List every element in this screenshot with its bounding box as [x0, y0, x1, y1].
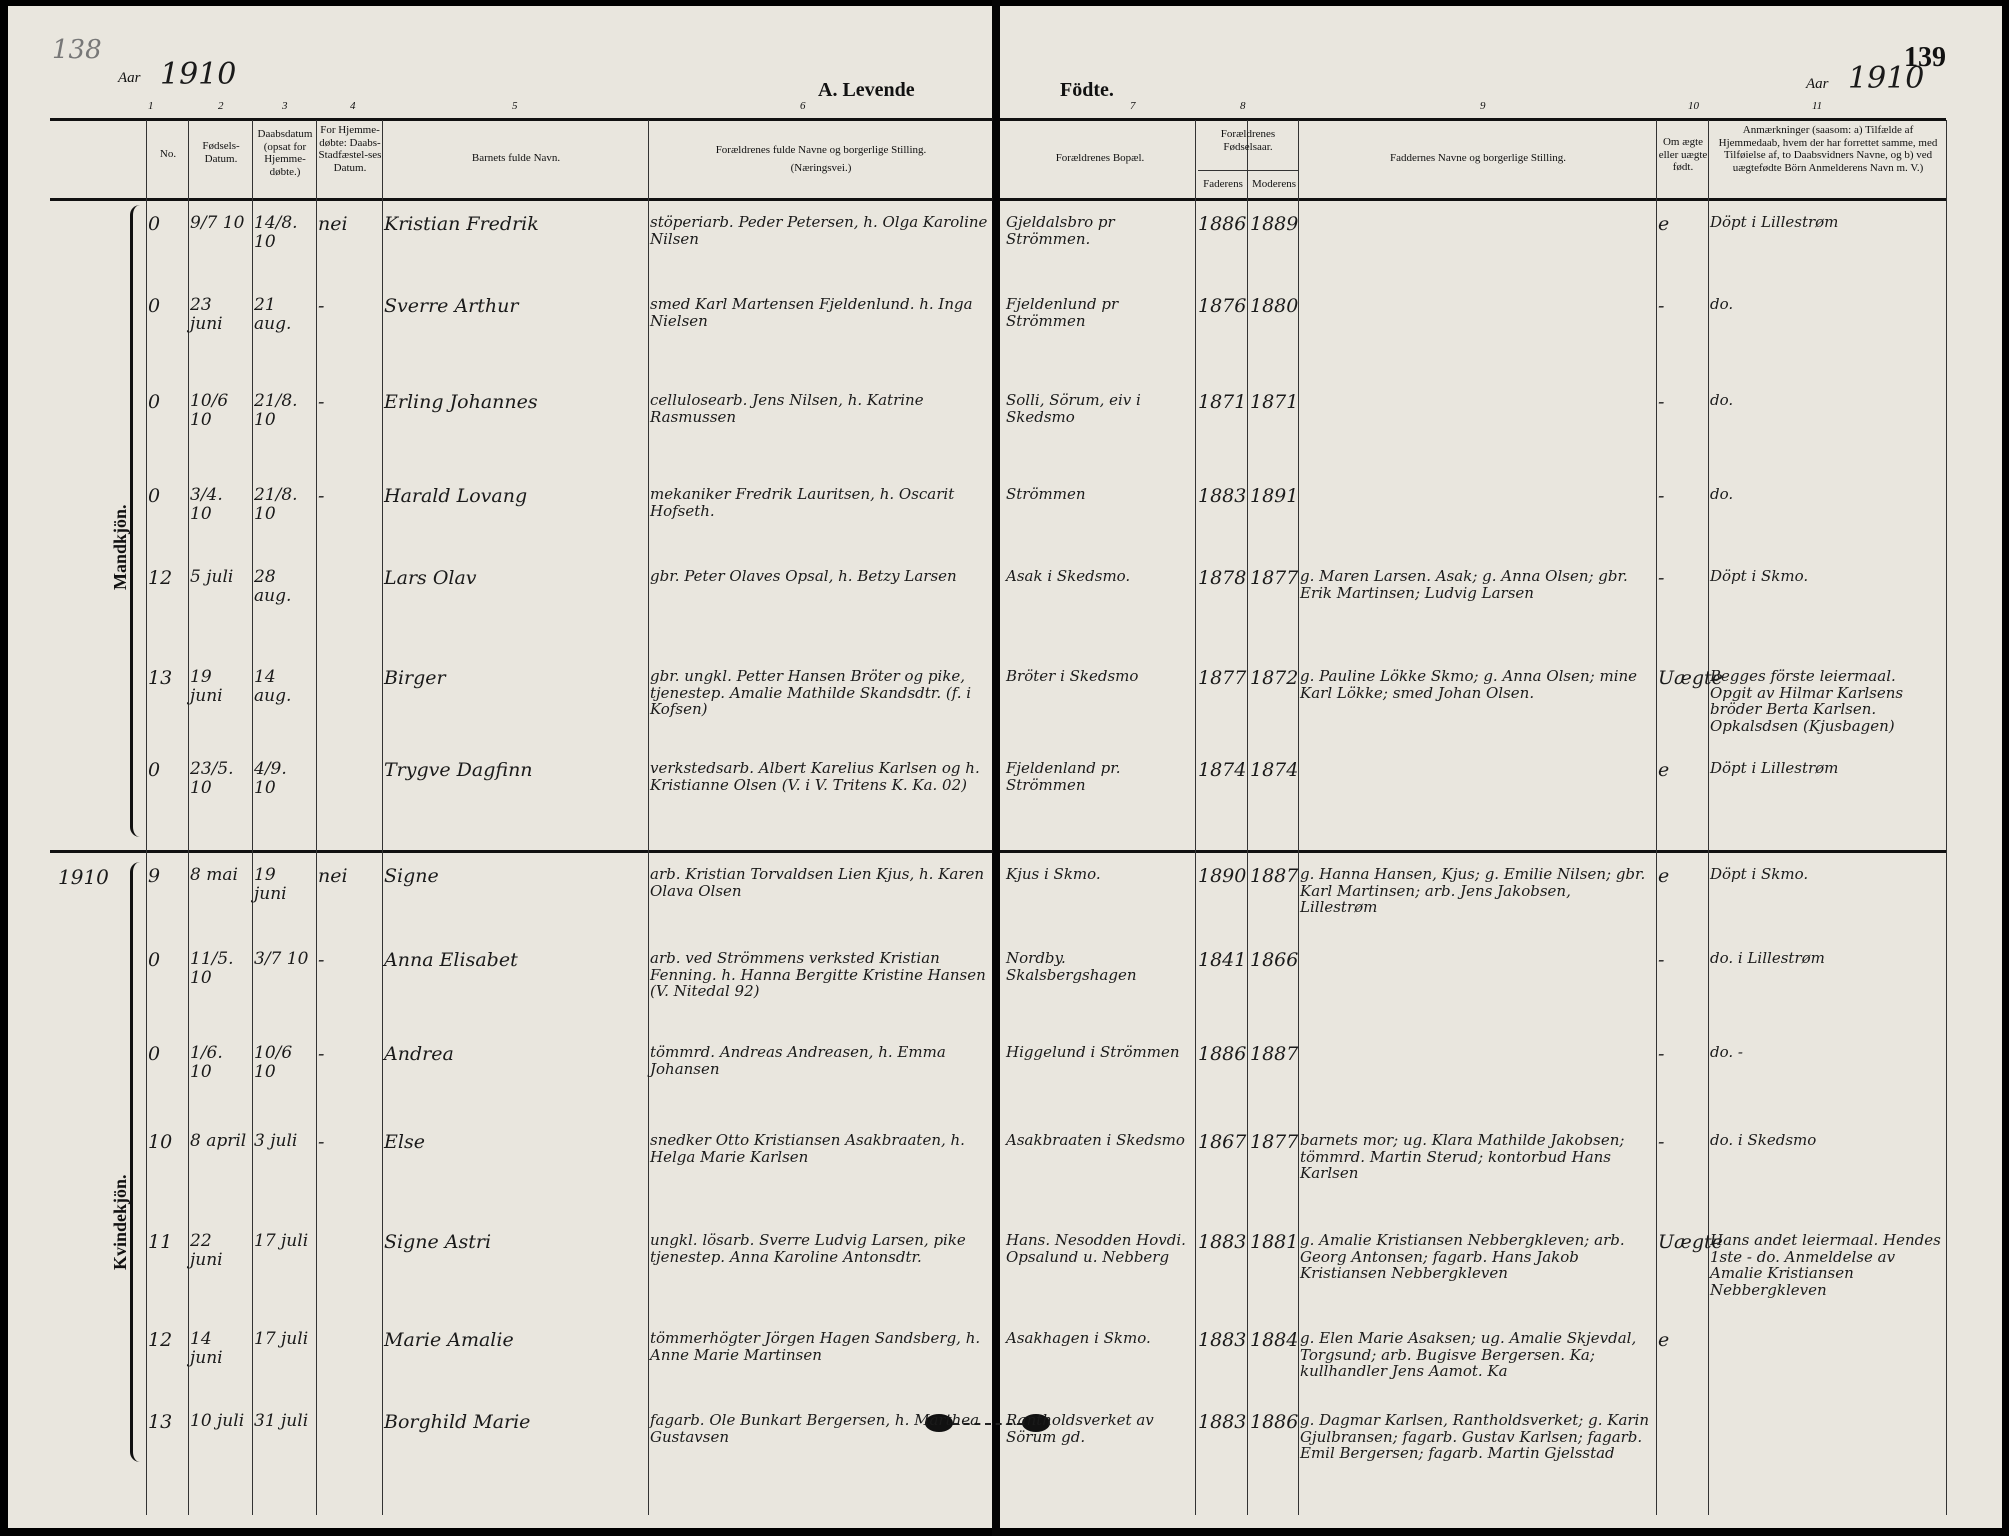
- cell-fy: 1874: [1198, 759, 1247, 781]
- table-column-line: [316, 120, 317, 1515]
- cell-res: Asakhagen i Skmo.: [1006, 1329, 1151, 1347]
- column-header-legitimacy: Om ægte eller uægte født.: [1658, 136, 1708, 174]
- column-header-mother-year: Moderens: [1252, 178, 1296, 190]
- column-header-birth-date: Fødsels-Datum.: [202, 140, 240, 165]
- cell-rem: do.: [1710, 391, 1734, 409]
- book-spine: [992, 0, 1000, 1536]
- cell-home: -: [318, 295, 325, 317]
- column-header-remarks: Anmærkninger (saasom: a) Tilfælde af Hjemmedaab, hvem der har forrettet samme, med Tilføielse af, to Daabsvidners Navne, og b) ved uægtefødte Börn Anmelderens Navn m. V.): [1718, 124, 1938, 174]
- page-number-left-faint: 138: [52, 35, 102, 65]
- column-header-residence: Forældrenes Bopæl.: [1055, 152, 1145, 164]
- cell-bap: 28 aug.: [254, 567, 292, 606]
- male-group-brace: [130, 205, 145, 837]
- cell-res: Asakbraaten i Skedsmo: [1006, 1131, 1185, 1149]
- cell-bap: 21/8. 10: [254, 391, 298, 430]
- cell-res: Asak i Skedsmo.: [1006, 567, 1131, 585]
- cell-res: Strömmen: [1006, 485, 1086, 503]
- cell-no: 13: [148, 667, 173, 689]
- table-column-line: [382, 120, 383, 1515]
- cell-my: 1874: [1250, 759, 1299, 781]
- cell-parents: gbr. Peter Olaves Opsal, h. Betzy Larsen: [650, 567, 957, 585]
- cell-bap: 21/8. 10: [254, 485, 298, 524]
- cell-parents: verkstedsarb. Albert Karelius Karlsen og h. Kristianne Olsen (V. i V. Tritens K. Ka. 02): [650, 759, 980, 794]
- cell-rem: Begges förste leiermaal. Opgit av Hilmar Karlsens bröder Berta Karlsen. Opkalsdsen (Kjusbagen): [1710, 667, 1904, 735]
- cell-leg: Uægte: [1658, 667, 1723, 689]
- cell-parents: arb. ved Strömmens verksted Kristian Fenning. h. Hanna Bergitte Kristine Hansen (V. Nitedal 92): [650, 949, 986, 1000]
- column-number: 5: [512, 100, 518, 112]
- cell-leg: -: [1658, 949, 1665, 971]
- cell-name: Trygve Dagfinn: [384, 759, 533, 781]
- cell-home: -: [318, 1131, 325, 1153]
- cell-rem: do. i Lillestrøm: [1710, 949, 1825, 967]
- cell-leg: e: [1658, 213, 1670, 235]
- cell-sponsors: g. Hanna Hansen, Kjus; g. Emilie Nilsen; gbr. Karl Martinsen; arb. Jens Jakobsen, Lillestrøm: [1300, 865, 1646, 916]
- cell-bap: 21 aug.: [254, 295, 292, 334]
- column-number: 9: [1480, 100, 1486, 112]
- cell-name: Andrea: [384, 1043, 454, 1065]
- cell-my: 1886: [1250, 1411, 1299, 1433]
- cell-no: 0: [148, 213, 161, 235]
- cell-birth: 10 juli: [190, 1411, 245, 1431]
- year-right: 1910: [1848, 61, 1925, 96]
- cell-birth: 23/5. 10: [190, 759, 234, 798]
- cell-no: 11: [148, 1231, 173, 1253]
- cell-fy: 1883: [1198, 485, 1247, 507]
- cell-fy: 1883: [1198, 1329, 1247, 1351]
- table-column-line: [1708, 120, 1709, 1515]
- cell-sponsors: g. Elen Marie Asaksen; ug. Amalie Skjevdal, Torgsund; arb. Bugisve Bergersen. Ka; kullhandler Jens Aamot. Ka: [1300, 1329, 1637, 1380]
- cell-my: 1877: [1250, 1131, 1299, 1153]
- cell-birth: 10/6 10: [190, 391, 229, 430]
- cell-rem: Döpt i Lillestrøm: [1710, 213, 1839, 231]
- cell-my: 1871: [1250, 391, 1299, 413]
- cell-bap: 10/6 10: [254, 1043, 293, 1082]
- group-label-female: Kvindekjön.: [110, 1174, 130, 1270]
- margin-year: 1910: [58, 865, 109, 889]
- table-column-line: [252, 120, 253, 1515]
- cell-parents: stöperiarb. Peder Petersen, h. Olga Karoline Nilsen: [650, 213, 988, 248]
- cell-fy: 1841: [1198, 949, 1247, 971]
- column-header-birth-years: Forældrenes Fødselsaar.: [1220, 128, 1276, 153]
- cell-leg: -: [1658, 391, 1665, 413]
- column-header-home-baptism: For Hjemme-døbte: Daabs-Stadfæstel-ses Datum.: [318, 124, 382, 174]
- female-group-brace: [130, 862, 145, 1462]
- cell-sponsors: g. Amalie Kristiansen Nebbergkleven; arb. Georg Antonsen; fagarb. Hans Jakob Kristiansen Nebbergkleven: [1300, 1231, 1625, 1282]
- cell-leg: Uægte: [1658, 1231, 1723, 1253]
- cell-my: 1877: [1250, 567, 1299, 589]
- cell-res: Solli, Sörum, eiv i Skedsmo: [1006, 391, 1141, 426]
- cell-my: 1880: [1250, 295, 1299, 317]
- cell-my: 1881: [1250, 1231, 1299, 1253]
- cell-bap: 17 juli: [254, 1231, 309, 1251]
- cell-res: Hans. Nesodden Hovdi. Opsalund u. Nebberg: [1006, 1231, 1186, 1266]
- cell-rem: do. -: [1710, 1043, 1743, 1061]
- cell-birth: 22 juni: [190, 1231, 223, 1270]
- cell-birth: 23 juni: [190, 295, 223, 334]
- cell-leg: e: [1658, 1329, 1670, 1351]
- table-column-line: [1298, 120, 1299, 1515]
- cell-leg: e: [1658, 865, 1670, 887]
- cell-birth: 1/6. 10: [190, 1043, 223, 1082]
- cell-parents: smed Karl Martensen Fjeldenlund. h. Inga Nielsen: [650, 295, 973, 330]
- cell-res: Kjus i Skmo.: [1006, 865, 1101, 883]
- cell-fy: 1886: [1198, 1043, 1247, 1065]
- cell-home: -: [318, 949, 325, 971]
- page-title-left: A. Levende: [818, 79, 915, 101]
- cell-home: -: [318, 391, 325, 413]
- cell-name: Sverre Arthur: [384, 295, 519, 317]
- cell-bap: 14/8. 10: [254, 213, 298, 252]
- cell-parents: fagarb. Ole Bunkart Bergersen, h. Marthea Gustavsen: [650, 1411, 980, 1446]
- cell-bap: 17 juli: [254, 1329, 309, 1349]
- table-column-line: [146, 120, 147, 1515]
- cell-home: -: [318, 1043, 325, 1065]
- cell-fy: 1890: [1198, 865, 1247, 887]
- cell-birth: 5 juli: [190, 567, 234, 587]
- cell-name: Erling Johannes: [384, 391, 538, 413]
- cell-rem: Döpt i Skmo.: [1710, 567, 1809, 585]
- cell-rem: do. i Skedsmo: [1710, 1131, 1817, 1149]
- column-number: 8: [1240, 100, 1246, 112]
- cell-name: Signe Astri: [384, 1231, 492, 1253]
- cell-my: 1887: [1250, 1043, 1299, 1065]
- cell-bap: 4/9. 10: [254, 759, 287, 798]
- column-header-parents-sub: (Næringsvei.): [790, 162, 852, 174]
- cell-res: Fjeldenlund pr Strömmen: [1006, 295, 1119, 330]
- cell-leg: -: [1658, 1043, 1665, 1065]
- cell-home: nei: [318, 865, 348, 887]
- column-number: 10: [1688, 100, 1699, 112]
- column-header-parents: Forældrenes fulde Navne og borgerlige Stilling.: [715, 144, 927, 156]
- cell-leg: -: [1658, 295, 1665, 317]
- cell-bap: 31 juli: [254, 1411, 309, 1431]
- cell-birth: 9/7 10: [190, 213, 245, 233]
- cell-home: -: [318, 485, 325, 507]
- cell-birth: 8 mai: [190, 865, 238, 885]
- cell-fy: 1886: [1198, 213, 1247, 235]
- cell-birth: 11/5. 10: [190, 949, 234, 988]
- column-number: 11: [1812, 100, 1823, 112]
- cell-rem: Döpt i Skmo.: [1710, 865, 1809, 883]
- year-prefix-left: Aar: [118, 70, 141, 86]
- page-title-right: Födte.: [1060, 79, 1114, 101]
- cell-rem: Hans andet leiermaal. Hendes 1ste - do. Anmeldelse av Amalie Kristiansen Nebbergkleven: [1710, 1231, 1941, 1299]
- cell-no: 9: [148, 865, 161, 887]
- cell-name: Borghild Marie: [384, 1411, 531, 1433]
- table-column-line: [1247, 120, 1248, 1515]
- cell-my: 1866: [1250, 949, 1299, 971]
- cell-sponsors: g. Dagmar Karlsen, Rantholdsverket; g. Karin Gjulbransen; fagarb. Gustav Karlsen; fagarb. Emil Bergersen; fagarb. Martin Gjelsstad: [1300, 1411, 1650, 1462]
- column-number: 2: [218, 100, 224, 112]
- cell-sponsors: g. Maren Larsen. Asak; g. Anna Olsen; gbr. Erik Martinsen; Ludvig Larsen: [1300, 567, 1628, 602]
- cell-rem: Döpt i Lillestrøm: [1710, 759, 1839, 777]
- cell-no: 12: [148, 567, 173, 589]
- cell-parents: tömmerhögter Jörgen Hagen Sandsberg, h. Anne Marie Martinsen: [650, 1329, 981, 1364]
- column-number: 1: [148, 100, 154, 112]
- cell-birth: 8 april: [190, 1131, 247, 1151]
- cell-leg: -: [1658, 567, 1665, 589]
- cell-parents: snedker Otto Kristiansen Asakbraaten, h. Helga Marie Karlsen: [650, 1131, 965, 1166]
- cell-parents: cellulosearb. Jens Nilsen, h. Katrine Rasmussen: [650, 391, 924, 426]
- cell-rem: do.: [1710, 295, 1734, 313]
- cell-name: Birger: [384, 667, 446, 689]
- cell-parents: gbr. ungkl. Petter Hansen Bröter og pike, tjenestep. Amalie Mathilde Skandsdtr. (f. i Kofsen): [650, 667, 972, 718]
- cell-res: Higgelund i Strömmen: [1006, 1043, 1180, 1061]
- cell-fy: 1867: [1198, 1131, 1247, 1153]
- cell-no: 0: [148, 391, 161, 413]
- cell-parents: mekaniker Fredrik Lauritsen, h. Oscarit Hofseth.: [650, 485, 955, 520]
- cell-res: Rantholdsverket av Sörum gd.: [1006, 1411, 1154, 1446]
- cell-sponsors: g. Pauline Lökke Skmo; g. Anna Olsen; mine Karl Lökke; smed Johan Olsen.: [1300, 667, 1638, 702]
- column-header-father-year: Faderens: [1203, 178, 1243, 190]
- cell-fy: 1877: [1198, 667, 1247, 689]
- column-header-no: No.: [159, 148, 177, 160]
- cell-bap: 14 aug.: [254, 667, 292, 706]
- cell-my: 1889: [1250, 213, 1299, 235]
- cell-name: Marie Amalie: [384, 1329, 514, 1351]
- cell-name: Kristian Fredrik: [384, 213, 539, 235]
- column-number: 4: [350, 100, 356, 112]
- cell-fy: 1883: [1198, 1231, 1247, 1253]
- cell-parents: tömmrd. Andreas Andreasen, h. Emma Johansen: [650, 1043, 946, 1078]
- cell-no: 13: [148, 1411, 173, 1433]
- cell-no: 0: [148, 949, 161, 971]
- year-left: 1910: [160, 57, 237, 92]
- cell-no: 0: [148, 295, 161, 317]
- column-number: 3: [282, 100, 288, 112]
- table-column-line: [1656, 120, 1657, 1515]
- cell-name: Lars Olav: [384, 567, 477, 589]
- cell-leg: e: [1658, 759, 1670, 781]
- year-prefix-right: Aar: [1806, 76, 1829, 92]
- cell-fy: 1883: [1198, 1411, 1247, 1433]
- cell-fy: 1871: [1198, 391, 1247, 413]
- column-number: 7: [1130, 100, 1136, 112]
- cell-home: nei: [318, 213, 348, 235]
- cell-no: 0: [148, 759, 161, 781]
- cell-name: Signe: [384, 865, 439, 887]
- cell-leg: -: [1658, 1131, 1665, 1153]
- cell-parents: arb. Kristian Torvaldsen Lien Kjus, h. Karen Olava Olsen: [650, 865, 985, 900]
- cell-res: Nordby. Skalsbergshagen: [1006, 949, 1137, 984]
- cell-bap: 3/7 10: [254, 949, 309, 969]
- cell-birth: 19 juni: [190, 667, 223, 706]
- cell-rem: do.: [1710, 485, 1734, 503]
- column-header-child-name: Barnets fulde Navn.: [471, 152, 561, 164]
- cell-my: 1872: [1250, 667, 1299, 689]
- cell-res: Fjeldenland pr. Strömmen: [1006, 759, 1121, 794]
- cell-fy: 1876: [1198, 295, 1247, 317]
- cell-name: Harald Lovang: [384, 485, 528, 507]
- column-number: 6: [800, 100, 806, 112]
- column-header-sponsors: Faddernes Navne og borgerlige Stilling.: [1389, 152, 1567, 164]
- cell-bap: 3 juli: [254, 1131, 298, 1151]
- table-column-line: [648, 120, 649, 1515]
- cell-birth: 3/4. 10: [190, 485, 223, 524]
- group-label-male: Mandkjön.: [110, 504, 130, 590]
- table-column-line: [1946, 120, 1947, 1515]
- cell-my: 1887: [1250, 865, 1299, 887]
- cell-bap: 19 juni: [254, 865, 287, 904]
- cell-name: Else: [384, 1131, 425, 1153]
- cell-res: Gjeldalsbro pr Strömmen.: [1006, 213, 1115, 248]
- cell-leg: -: [1658, 485, 1665, 507]
- cell-birth: 14 juni: [190, 1329, 223, 1368]
- cell-no: 0: [148, 485, 161, 507]
- cell-my: 1884: [1250, 1329, 1299, 1351]
- cell-res: Bröter i Skedsmo: [1006, 667, 1139, 685]
- page-number: 139: [1904, 42, 1946, 73]
- table-column-line: [1195, 120, 1196, 1515]
- table-column-line: [188, 120, 189, 1515]
- cell-no: 12: [148, 1329, 173, 1351]
- cell-my: 1891: [1250, 485, 1299, 507]
- cell-sponsors: barnets mor; ug. Klara Mathilde Jakobsen; tömmrd. Martin Sterud; kontorbud Hans Karlsen: [1300, 1131, 1625, 1182]
- cell-fy: 1878: [1198, 567, 1247, 589]
- column-header-baptism-date: Daabsdatum (opsat for Hjemme-døbte.): [257, 128, 313, 178]
- cell-parents: ungkl. lösarb. Sverre Ludvig Larsen, pike tjenestep. Anna Karoline Antonsdtr.: [650, 1231, 966, 1266]
- cell-no: 0: [148, 1043, 161, 1065]
- cell-no: 10: [148, 1131, 173, 1153]
- cell-name: Anna Elisabet: [384, 949, 518, 971]
